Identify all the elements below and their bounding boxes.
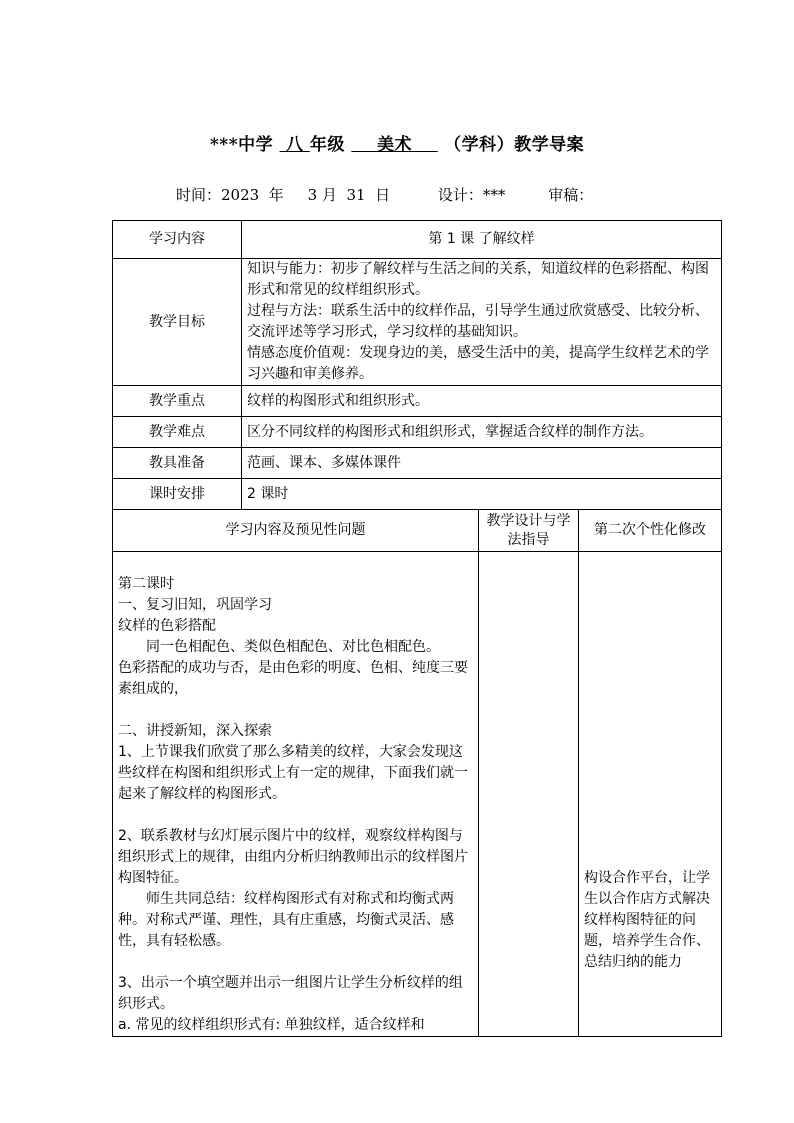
month-unit: 月 (321, 186, 337, 204)
title-suffix: （学科）教学导案 (444, 135, 585, 155)
content-value: 第 1 课 了解纹样 (242, 221, 722, 259)
goal-knowledge: 知识与能力：初步了解纹样与生活之间的关系，知道纹样的色彩搭配、构图形式和常见的纹样组织形式。 (247, 261, 709, 298)
difficulty-value: 区分不同纹样的构图形式和组织形式，掌握适合纹样的制作方法。 (242, 417, 722, 448)
section2-para3: 师生共同总结：纹样构图形式有对称式和均衡式两种。对称式严谨、理性，具有庄重感，均衡式灵活、感性，具有轻松感。 (118, 891, 454, 949)
section2-para5: a. 常见的纹样组织形式有: 单独纹样，适合纹样和 (118, 1017, 425, 1033)
row-hours (113, 479, 722, 510)
row-difficulty (113, 417, 722, 448)
school-name: ***中学 (209, 135, 274, 155)
designer-label: 设计： (437, 186, 483, 204)
col-header-content: 学习内容及预见性问题 (113, 510, 479, 552)
session-title: 第二课时 (118, 576, 174, 592)
tools-label: 教具准备 (113, 448, 242, 479)
difficulty-label: 教学难点 (113, 417, 242, 448)
row-body (113, 552, 722, 1037)
body-design (479, 552, 579, 1037)
goal-attitude: 情感态度价值观：发现身边的美，感受生活中的美，提高学生纹样艺术的学习兴趣和审美修养。 (247, 345, 709, 382)
lesson-plan-table (112, 220, 722, 1037)
designer: *** (482, 186, 506, 204)
time-label: 时间： (176, 186, 222, 204)
year: 2023 (221, 186, 260, 204)
goal-value (242, 259, 722, 386)
hours-label: 课时安排 (113, 479, 242, 510)
content-label: 学习内容 (113, 221, 242, 259)
reviewer-label: 审稿： (548, 186, 594, 204)
row-tools (113, 448, 722, 479)
col-header-design: 教学设计与学法指导 (479, 510, 579, 552)
revision-note: 构设合作平台，让学生以合作店方式解决纹样构图特征的问题，培养学生合作、总结归纳的能力 (584, 869, 710, 970)
section2-para4: 3、出示一个填空题并出示一组图片让学生分析纹样的组织形式。 (118, 975, 463, 1012)
section1-para2: 色彩搭配的成功与否，是由色彩的明度、色相、纯度三要素组成的， (118, 660, 468, 697)
subject-value: 美术 (376, 135, 412, 155)
day: 31 (346, 186, 366, 204)
document-title (0, 130, 794, 155)
row-columns (113, 510, 722, 552)
section2-title: 二、讲授新知，深入探索 (118, 723, 272, 739)
goal-label: 教学目标 (113, 259, 242, 386)
tools-value: 范画、课本、多媒体课件 (242, 448, 722, 479)
section2-para2: 2、联系教材与幻灯展示图片中的纹样，观察纹样构图与组织形式上的规律，由组内分析归纳教师出示的纹样图片构图特征。 (118, 828, 468, 886)
body-content (113, 552, 479, 1037)
grade-suffix: 年级 (309, 135, 345, 155)
grade-value: 八 (285, 135, 304, 155)
key-label: 教学重点 (113, 386, 242, 417)
section1-title: 一、复习旧知，巩固学习 (118, 597, 272, 613)
hours-value: 2 课时 (242, 479, 722, 510)
row-content (113, 221, 722, 259)
section1-para1: 同一色相配色、类似色相配色、对比色相配色。 (146, 639, 440, 655)
year-unit: 年 (268, 186, 284, 204)
month: 3 (307, 186, 318, 204)
meta-line (176, 184, 593, 205)
col-header-revision: 第二次个性化修改 (579, 510, 722, 552)
row-key (113, 386, 722, 417)
row-goal (113, 259, 722, 386)
goal-process: 过程与方法：联系生活中的纹样作品，引导学生通过欣赏感受、比较分析、交流评述等学习形式，学习纹样的基础知识。 (247, 303, 709, 340)
body-revision (579, 552, 722, 1037)
key-value: 纹样的构图形式和组织形式。 (242, 386, 722, 417)
day-unit: 日 (375, 186, 391, 204)
section1-subtitle: 纹样的色彩搭配 (118, 618, 216, 634)
section2-para1: 1、上节课我们欣赏了那么多精美的纹样，大家会发现这些纹样在构图和组织形式上有一定的规律，下面我们就一起来了解纹样的构图形式。 (118, 744, 468, 802)
